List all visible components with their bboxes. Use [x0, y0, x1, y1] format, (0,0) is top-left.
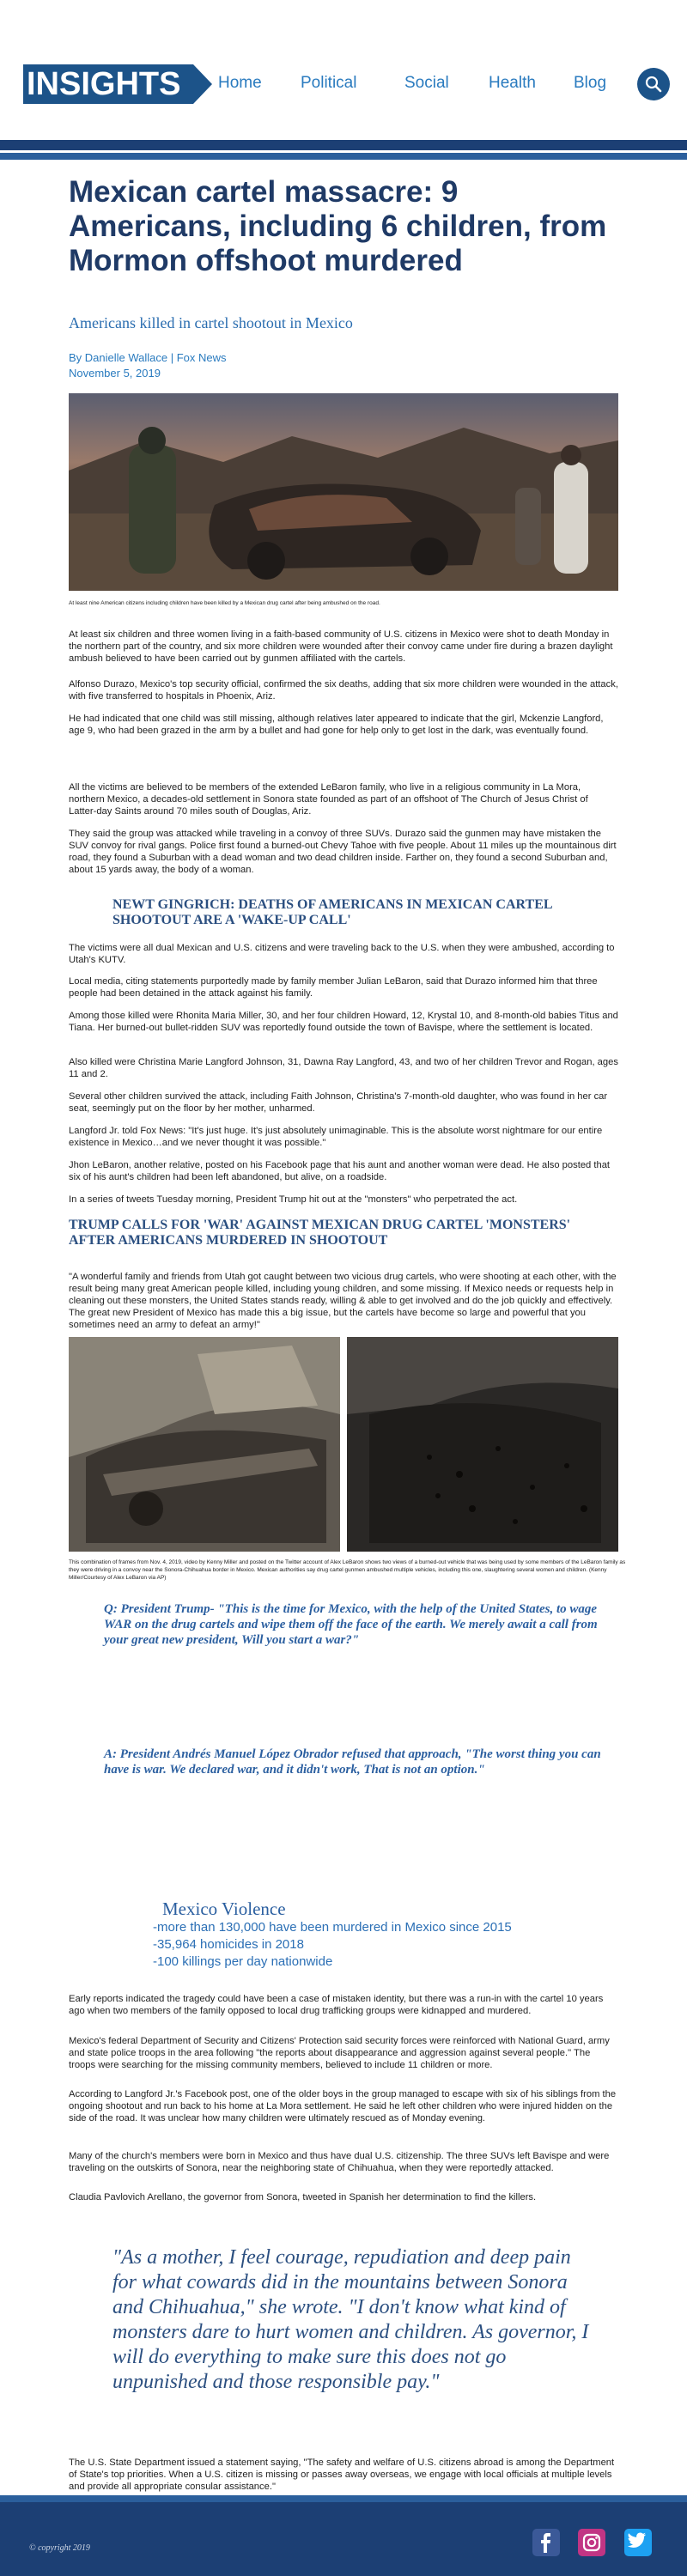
header-divider — [0, 140, 687, 150]
paragraph: Also killed were Christina Marie Langford Johnson, 31, Dawna Ray Langford, 43, and two of her children Trevor and Rogan, ages 11 and 2. — [69, 1057, 618, 1079]
article-photo-burned-car — [69, 393, 618, 591]
section-heading-gingrich[interactable]: NEWT GINGRICH: DEATHS OF AMERICANS IN MEXICAN CARTEL SHOOTOUT ARE A 'WAKE-UP CALL' — [112, 897, 552, 927]
footer-divider — [0, 2495, 687, 2502]
copyright: © copyright 2019 — [29, 2543, 90, 2553]
site-logo[interactable] — [23, 64, 210, 104]
paragraph: Jhon LeBaron, another relative, posted on his Facebook page that his aunt and another woman were dead. He also posted that six of his aunt's children had been left abandoned, but alive, on a roadside. — [69, 1160, 611, 1182]
facebook-icon[interactable] — [532, 2529, 560, 2556]
paragraph: All the victims are believed to be members of the extended LeBaron family, who live in a religious community in La Mora, northern Mexico, a decades-old settlement in Sonora state founded as part of an offshoot of The Church of Jesus Christ of Latter-day Saints around 70 miles south of Douglas, Ariz. — [69, 782, 588, 817]
nav-political[interactable]: Political — [301, 74, 357, 92]
paragraph: According to Langford Jr.'s Facebook post, one of the older boys in the group managed to escape with six of his siblings from the ongoing shootout and run back to his home at La Mora settlement. He said he left other children who were injured hidden on the side of the road. It was unclear how many children were ultimately rescued as of Monday evening. — [69, 2089, 617, 2123]
site-header — [0, 0, 687, 137]
paragraph: Many of the church's members were born in Mexico and thus have dual U.S. citizenship. The three SUVs left Bavispe and were traveling on the outskirts of Sonora, near the neighboring state of Chihuahua, when they were reportedly attacked. — [69, 2151, 610, 2173]
header-divider-light — [0, 153, 687, 160]
paragraph: In a series of tweets Tuesday morning, President Trump hit out at the "monsters" who perpetrated the act. — [69, 1194, 518, 1205]
paragraph: Langford Jr. told Fox News: "It's just huge. It's just absolutely unimaginable. This is the absolute worst nightmare for our entire existence in Mexico…and we never thought it was possible." — [69, 1126, 603, 1148]
article-photo-vehicle-frames — [69, 1337, 618, 1552]
nav-health[interactable]: Health — [489, 74, 536, 92]
article-subtitle: Americans killed in cartel shootout in Mexico — [69, 314, 353, 331]
mexico-violence-stat: -100 killings per day nationwide — [153, 1954, 333, 1969]
paragraph: Claudia Pavlovich Arellano, the governor from Sonora, tweeted in Spanish her determination to find the killers. — [69, 2192, 537, 2202]
mexico-violence-title: Mexico Violence — [162, 1899, 286, 1919]
trump-tweet-quote: "A wonderful family and friends from Utah got caught between two vicious drug cartels, who were shooting at each other, with the result being many great American people killed, including young children, and some missing. If Mexico needs or requests help in cleaning out these monsters, the United States stands ready, willing & able to get involved and do the job quickly and effectively. The great new President of Mexico has made this a big issue, but the cartels have become so large and powerful that you sometimes need an army to defeat an army!" — [69, 1272, 617, 1330]
paragraph: Among those killed were Rhonita Maria Miller, 30, and her four children Howard, 12, Krystal 10, and 8-month-old babies Titus and Tiana. Her burned-out bullet-ridden SUV was reportedly found outside the town of Bavispe, where the settlement is located. — [69, 1011, 618, 1033]
photo-caption: This combination of frames from Nov. 4, 2019, video by Kenny Miller and posted on the Twitter account of Alex LeBaron shows two views of a burned-out vehicle that was being used by some members of the LeBaron family as they were driving in a convoy near the Sonora-Chihuahua border in Mexico. Mexican authorities say drug cartel gunmen ambushed multiple vehicles, including this one, slaughtering several women and children. (Kenny Miller/Courtesy of Alex LeBaron via AP) — [69, 1559, 626, 1581]
paragraph: The U.S. State Department issued a statement saying, "The safety and welfare of U.S. citizens abroad is among the Department of State's top priorities. When a U.S. citizen is missing or passes away overseas, we engage with local officials at multiple levels and provide all appropriate consular assistance." — [69, 2458, 615, 2492]
paragraph: Local media, citing statements purportedly made by family member Julian LeBaron, said that Durazo informed him that three people had been detained in the attack against his family. — [69, 976, 598, 999]
nav-blog[interactable]: Blog — [574, 74, 607, 92]
paragraph: Mexico's federal Department of Security and Citizens' Protection said security forces were reinforced with National Guard, army and state police troops in the area following "the reports about disappearance and aggression against several people." The troops were searching for the missing community members, believed to include 11 children or more. — [69, 2036, 610, 2070]
section-heading-trump[interactable]: TRUMP CALLS FOR 'WAR' AGAINST MEXICAN DRUG CARTEL 'MONSTERS' AFTER AMERICANS MURDERED IN SHOOTOUT — [69, 1218, 571, 1248]
search-icon — [645, 76, 662, 93]
publish-date: November 5, 2019 — [69, 367, 161, 380]
logo-text: INSIGHTS — [27, 66, 181, 102]
author-link[interactable]: By Danielle Wallace | Fox News — [69, 351, 227, 364]
nav-home[interactable]: Home — [218, 74, 262, 92]
paragraph: Early reports indicated the tragedy could have been a case of mistaken identity, but there was a run-in with the cartel 10 years ago when two members of the family opposed to local drug trafficking groups were kidnapped and murdered. — [69, 1994, 604, 2016]
paragraph: He had indicated that one child was still missing, although relatives later appeared to indicate that the girl, Mckenzie Langford, age 9, who had been grazed in the arm by a bullet and had gone for help only to get lost in the dark, was eventually found. — [69, 714, 604, 736]
article-title: Mexican cartel massacre: 9 Americans, including 6 children, from Mormon offshoot murdered — [69, 175, 607, 277]
paragraph: Alfonso Durazo, Mexico's top security official, confirmed the six deaths, adding that six more children were wounded in the attack, with five transferred to hospitals in Phoenix, Ariz. — [69, 679, 618, 702]
mexico-violence-stat: -35,964 homicides in 2018 — [153, 1937, 304, 1952]
nav-social[interactable]: Social — [404, 74, 449, 92]
paragraph: They said the group was attacked while traveling in a convoy of three SUVs. Durazo said the gunmen may have mistaken the SUV convoy for rival gangs. Police first found a burned-out Chevy Tahoe with five people. About 11 miles up the mountainous dirt road, they found a Suburban with a dead woman and two dead children inside. Farther on, they found a second Suburban and, about 15 yards away, the body of a woman. — [69, 829, 617, 875]
paragraph: The victims were all dual Mexican and U.S. citizens and were traveling back to the U.S. when they were ambushed, according to Utah's KUTV. — [69, 943, 615, 965]
paragraph: At least six children and three women living in a faith-based community of U.S. citizens in Mexico were shot to death Monday in the northern part of the country, and six more children were wounded after their convoy came under fire during a brazen daylight ambush believed to have been carried out by gunmen affiliated with the cartels. — [69, 629, 613, 664]
answer-obrador: A: President Andrés Manuel López Obrador refused that approach, "The worst thing you can have is war. We declared war, and it didn't work, That is not an option." — [104, 1747, 601, 1777]
twitter-icon[interactable] — [624, 2529, 652, 2556]
paragraph: Several other children survived the attack, including Faith Johnson, Christina's 7-month-old daughter, who was found in her car seat, seemingly put on the floor by her mother, unharmed. — [69, 1091, 608, 1114]
photo-caption: At least nine American citizens including children have been killed by a Mexican drug cartel after being ambushed on the road. — [69, 600, 380, 606]
governor-quote: "As a mother, I feel courage, repudiation and deep pain for what cowards did in the mountains between Sonora and Chihuahua," she wrote. "I don't know what kind of monsters dare to hurt women and children. As governor, I will do everything to make sure this does not go unpunished and those responsible pay." — [112, 2246, 589, 2393]
byline — [69, 350, 227, 381]
question-to-trump: Q: President Trump- "This is the time for Mexico, with the help of the United States, to wage WAR on the drug cartels and wipe them off the face of the earth. We merely await a call from your great new president, Will you start a war?" — [104, 1602, 598, 1647]
instagram-icon[interactable] — [578, 2529, 605, 2556]
search-button[interactable] — [637, 68, 670, 100]
mexico-violence-stat: -more than 130,000 have been murdered in Mexico since 2015 — [153, 1920, 512, 1935]
